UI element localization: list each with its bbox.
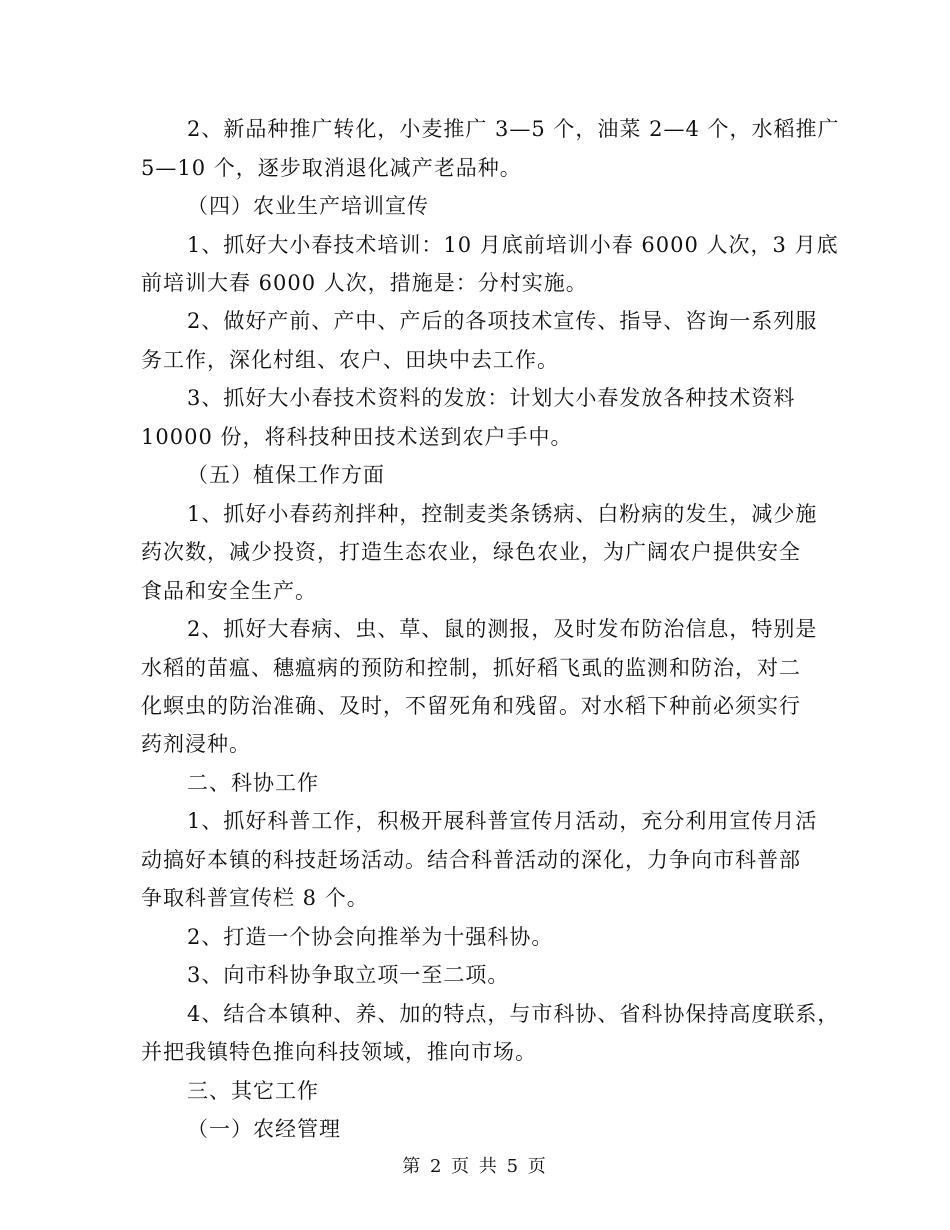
paragraph-line: 1、抓好小春药剂拌种，控制麦类条锈病、白粉病的发生，减少施 (187, 502, 818, 526)
paragraph-line: 1、抓好大小春技术培训：10 月底前培训小春 6000 人次，3 月底 (187, 233, 839, 257)
paragraph-line: 争取科普宣传栏 8 个。 (141, 886, 369, 910)
paragraph-line: 5—10 个，逐步取消退化减产老品种。 (141, 156, 522, 180)
paragraph-line: 务工作，深化村组、农户、田块中去工作。 (141, 348, 559, 372)
paragraph-line: 3、向市科协争取立项一至二项。 (187, 963, 510, 987)
paragraph-line: 前培训大春 6000 人次，措施是：分村实施。 (141, 271, 588, 295)
paragraph-line: 动搞好本镇的科技赶场活动。结合科普活动的深化，力争向市科普部 (141, 848, 801, 872)
paragraph-line: 2、新品种推广转化，小麦推广 3—5 个，油菜 2—4 个，水稻推广 (187, 117, 840, 141)
paragraph-line: 2、做好产前、产中、产后的各项技术宣传、指导、咨询一系列服 (187, 309, 818, 333)
paragraph-line: 并把我镇特色推向科技领域，推向市场。 (141, 1040, 537, 1064)
section-heading: （四）农业生产培训宣传 (187, 194, 429, 218)
paragraph-line: 化螟虫的防治准确、及时，不留死角和残留。对水稻下种前必须实行 (141, 694, 801, 718)
paragraph-line: 药次数，减少投资，打造生态农业，绿色农业，为广阔农户提供安全 (141, 540, 801, 564)
paragraph-line: 4、结合本镇种、养、加的特点，与市科协、省科协保持高度联系， (187, 1002, 840, 1026)
paragraph-line: 2、抓好大春病、虫、草、鼠的测报，及时发布防治信息，特别是 (187, 617, 818, 641)
section-heading: 二、科协工作 (187, 771, 319, 795)
section-heading: 三、其它工作 (187, 1079, 319, 1103)
paragraph-line: 1、抓好科普工作，积极开展科普宣传月活动，充分利用宣传月活 (187, 809, 818, 833)
paragraph-line: 食品和安全生产。 (141, 579, 317, 603)
section-heading: （五）植保工作方面 (187, 463, 385, 487)
page-number-footer: 第 2 页 共 5 页 (402, 1156, 548, 1177)
paragraph-line: 2、打造一个协会向推举为十强科协。 (187, 925, 554, 949)
paragraph-line: 药剂浸种。 (141, 732, 251, 756)
paragraph-line: 3、抓好大小春技术资料的发放：计划大小春发放各种技术资料 (187, 386, 796, 410)
paragraph-line: 10000 份，将科技种田技术送到农户手中。 (141, 425, 573, 449)
section-heading: （一）农经管理 (187, 1117, 341, 1141)
paragraph-line: 水稻的苗瘟、穗瘟病的预防和控制，抓好稻飞虱的监测和防治，对二 (141, 656, 801, 680)
